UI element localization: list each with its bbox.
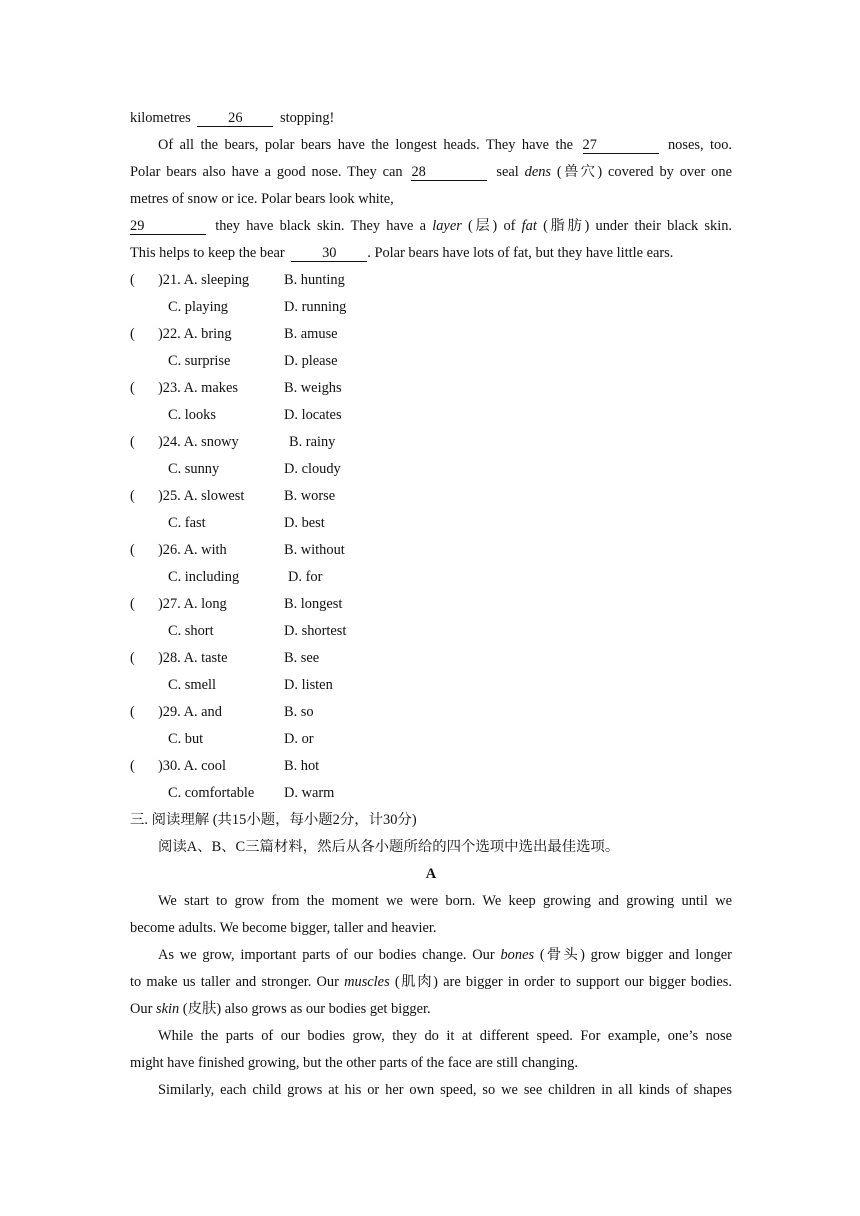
option-d: D. running bbox=[284, 299, 347, 315]
reading-line: might have finished growing, but the other parts of the face are still changing. bbox=[130, 1055, 578, 1071]
passage-text: covered by over one bbox=[608, 164, 732, 180]
answer-blank-26[interactable]: 26 bbox=[197, 111, 273, 127]
option-b: B. longest bbox=[284, 596, 343, 612]
section-heading: 三. 阅读理解 (共15小题，每小题2分，计30分) bbox=[130, 812, 417, 828]
glossed-term: bones bbox=[500, 947, 535, 963]
glossed-term: muscles bbox=[344, 974, 390, 990]
passage-title: A bbox=[425, 866, 437, 882]
option-d: D. locates bbox=[284, 407, 342, 423]
answer-blank-27[interactable]: 27 bbox=[583, 138, 659, 154]
option-b: B. weighs bbox=[284, 380, 342, 396]
option-c: C. comfortable bbox=[168, 785, 255, 801]
option-c: C. short bbox=[168, 623, 214, 639]
question-label: )29. A. and bbox=[158, 704, 222, 720]
option-c: C. looks bbox=[168, 407, 216, 423]
option-b: B. see bbox=[284, 650, 320, 666]
question-label: )30. A. cool bbox=[158, 758, 226, 774]
question-label: )23. A. makes bbox=[158, 380, 238, 396]
answer-paren[interactable]: ( bbox=[130, 488, 135, 504]
answer-paren[interactable]: ( bbox=[130, 704, 135, 720]
reading-line: We start to grow from the moment we were born. We keep growing and growing until we bbox=[158, 893, 732, 909]
option-b: B. so bbox=[284, 704, 314, 720]
section-instruction: 阅读A、B、C三篇材料，然后从各小题所给的四个选项中选出最佳选项。 bbox=[158, 839, 620, 855]
answer-paren[interactable]: ( bbox=[130, 650, 135, 666]
passage-text: stopping! bbox=[279, 110, 335, 126]
answer-blank-28[interactable]: 28 bbox=[411, 165, 487, 181]
reading-line bbox=[158, 945, 732, 965]
reading-text: (肌肉) are bigger in order to support our bigger bodies. bbox=[394, 974, 732, 990]
option-c: C. smell bbox=[168, 677, 216, 693]
question-label: )27. A. long bbox=[158, 596, 227, 612]
chinese-gloss: (脂肪) bbox=[543, 218, 590, 234]
answer-paren[interactable]: ( bbox=[130, 596, 135, 612]
answer-blank-30[interactable]: 30 bbox=[291, 246, 367, 262]
answer-paren[interactable]: ( bbox=[130, 326, 135, 342]
passage-line-5 bbox=[130, 216, 732, 236]
option-d: D. cloudy bbox=[284, 461, 341, 477]
glossed-term: layer bbox=[432, 218, 462, 234]
answer-paren[interactable]: ( bbox=[130, 758, 135, 774]
reading-text: As we grow, important parts of our bodies change. Our bbox=[158, 947, 495, 963]
answer-blank-29[interactable]: 29 bbox=[130, 219, 206, 235]
passage-line-3 bbox=[130, 162, 732, 182]
question-label: )25. A. slowest bbox=[158, 488, 245, 504]
passage-text: . Polar bears have lots of fat, but they have little ears. bbox=[367, 245, 674, 261]
chinese-gloss: (层) bbox=[468, 218, 498, 234]
passage-text: noses, too. bbox=[667, 137, 732, 153]
option-d: D. for bbox=[288, 569, 323, 585]
passage-line-1 bbox=[130, 108, 334, 128]
passage-line-2 bbox=[158, 135, 732, 155]
option-d: D. warm bbox=[284, 785, 335, 801]
answer-paren[interactable]: ( bbox=[130, 380, 135, 396]
passage-text: of bbox=[503, 218, 516, 234]
option-d: D. best bbox=[284, 515, 325, 531]
reading-line: become adults. We become bigger, taller and heavier. bbox=[130, 920, 437, 936]
option-d: D. or bbox=[284, 731, 314, 747]
option-d: D. listen bbox=[284, 677, 333, 693]
passage-text: This helps to keep the bear bbox=[130, 245, 285, 261]
passage-text: they have black skin. They have a bbox=[215, 218, 427, 234]
option-b: B. hunting bbox=[284, 272, 345, 288]
option-b: B. worse bbox=[284, 488, 336, 504]
option-d: D. shortest bbox=[284, 623, 347, 639]
option-c: C. surprise bbox=[168, 353, 231, 369]
reading-line: Similarly, each child grows at his or her own speed, so we see children in all kinds of shapes bbox=[158, 1082, 732, 1098]
passage-text: Of all the bears, polar bears have the longest heads. They have the bbox=[158, 137, 574, 153]
option-b: B. amuse bbox=[284, 326, 338, 342]
option-c: C. but bbox=[168, 731, 204, 747]
passage-text: under their black skin. bbox=[595, 218, 733, 234]
glossed-term: fat bbox=[521, 218, 537, 234]
question-label: )24. A. snowy bbox=[158, 434, 239, 450]
option-b: B. without bbox=[284, 542, 345, 558]
answer-paren[interactable]: ( bbox=[130, 272, 135, 288]
option-b: B. hot bbox=[284, 758, 320, 774]
passage-text: seal bbox=[496, 164, 519, 180]
glossed-term: dens bbox=[524, 164, 552, 180]
option-b: B. rainy bbox=[289, 434, 336, 450]
question-label: )21. A. sleeping bbox=[158, 272, 250, 288]
chinese-gloss: (兽穴) bbox=[556, 164, 603, 180]
option-c: C. playing bbox=[168, 299, 228, 315]
answer-paren[interactable]: ( bbox=[130, 542, 135, 558]
option-d: D. please bbox=[284, 353, 338, 369]
passage-text: Polar bears also have a good nose. They can bbox=[130, 164, 403, 180]
reading-line bbox=[130, 999, 431, 1019]
reading-line bbox=[130, 972, 732, 992]
question-label: )22. A. bring bbox=[158, 326, 232, 342]
passage-text: kilometres bbox=[130, 110, 191, 126]
option-c: C. fast bbox=[168, 515, 206, 531]
reading-text: to make us taller and stronger. Our bbox=[130, 974, 339, 990]
question-label: )28. A. taste bbox=[158, 650, 228, 666]
passage-line-6 bbox=[130, 243, 673, 263]
option-c: C. including bbox=[168, 569, 240, 585]
reading-text: Our bbox=[130, 1001, 153, 1017]
question-label: )26. A. with bbox=[158, 542, 227, 558]
option-c: C. sunny bbox=[168, 461, 220, 477]
reading-text: (骨头) grow bigger and longer bbox=[539, 947, 732, 963]
reading-line: While the parts of our bodies grow, they do it at different speed. For example, one’s nose bbox=[158, 1028, 732, 1044]
passage-line-4 bbox=[130, 189, 394, 209]
reading-text: (皮肤) also grows as our bodies get bigger. bbox=[182, 1001, 431, 1017]
answer-paren[interactable]: ( bbox=[130, 434, 135, 450]
passage-text: metres of snow or ice. Polar bears look white, bbox=[130, 191, 394, 207]
glossed-term: skin bbox=[156, 1001, 180, 1017]
